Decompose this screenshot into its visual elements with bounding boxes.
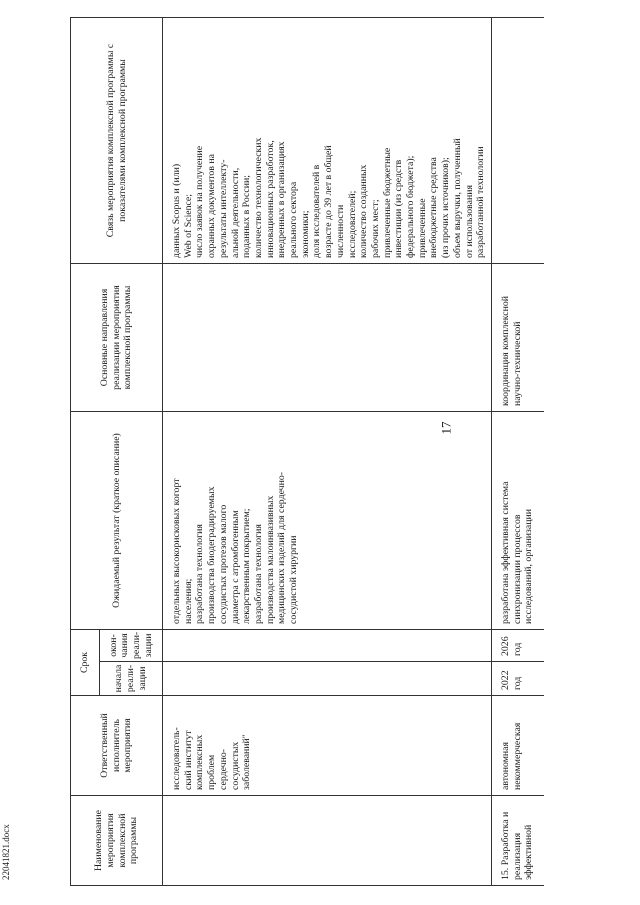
cell-event-name <box>163 796 492 886</box>
rotated-table-sheet <box>70 18 588 886</box>
cell-responsible: исследователь- ский институт комплексных проблем сердечно- сосудистых заболеваний" <box>163 696 492 796</box>
cell-main-directions <box>163 264 492 412</box>
cell-responsible: автономная некоммерческая <box>491 696 544 796</box>
cell-term-start <box>163 662 492 696</box>
footer-document-id: 22041821.docx <box>1 824 11 880</box>
header-expected-result: Ожидаемый результат (краткое описание) <box>71 412 163 630</box>
cell-term-end: 2026 год <box>491 630 544 662</box>
cell-indicators-link: данных Scopus и (или) Web of Science; число заявок на получение охранных документов на результаты интеллекту- альной деятельности, поданных в России; количество технологических инновационных разработок, внедренных в организациях реального сектора экономики; доля исследователей в возрасте до 39 лет в общей численности исследователей; количество созданных рабочих мест; привлеченные бюджетные инвестиции (из средств федерального бюджета); привлеченные внебюджетные средства (из прочих источников); объем выручки, полученный от использования разработанной технологии <box>163 18 492 264</box>
table-row <box>163 18 492 886</box>
program-events-table <box>70 17 544 886</box>
table-row <box>491 18 544 886</box>
cell-event-name: 15. Разработка и реализация эффективной <box>491 796 544 886</box>
header-main-directions: Основные направления реализации мероприятия комплексной программы <box>71 264 163 412</box>
header-responsible: Ответственный исполнитель мероприятия <box>71 696 163 796</box>
cell-expected-result: отдельных высокорисковых когорт населения; разработана технология производства биодеградируемых сосудистых протезов малого диаметра с атромбогенным лекарственным покрытием; разработана технология производства малоинвазивных медицинских изделий для сердечно- сосудистой хирургии <box>163 412 492 630</box>
header-term-end: окон- чания реали- зации <box>100 630 163 662</box>
header-term: Срок <box>71 630 100 696</box>
page-number: 17 <box>438 421 454 435</box>
header-term-start: начала реали- зации <box>100 662 163 696</box>
cell-main-directions: координация комплексной научно-технической <box>491 264 544 412</box>
cell-expected-result: разработана эффективная система синхронизации процессов исследований, организации <box>491 412 544 630</box>
cell-indicators-link <box>491 18 544 264</box>
header-indicators-link: Связь мероприятия комплексной программы с показателями комплексной программы <box>71 18 163 264</box>
header-event-name: Наименование мероприятия комплексной программы <box>71 796 163 886</box>
cell-term-end <box>163 630 492 662</box>
cell-term-start: 2022 год <box>491 662 544 696</box>
